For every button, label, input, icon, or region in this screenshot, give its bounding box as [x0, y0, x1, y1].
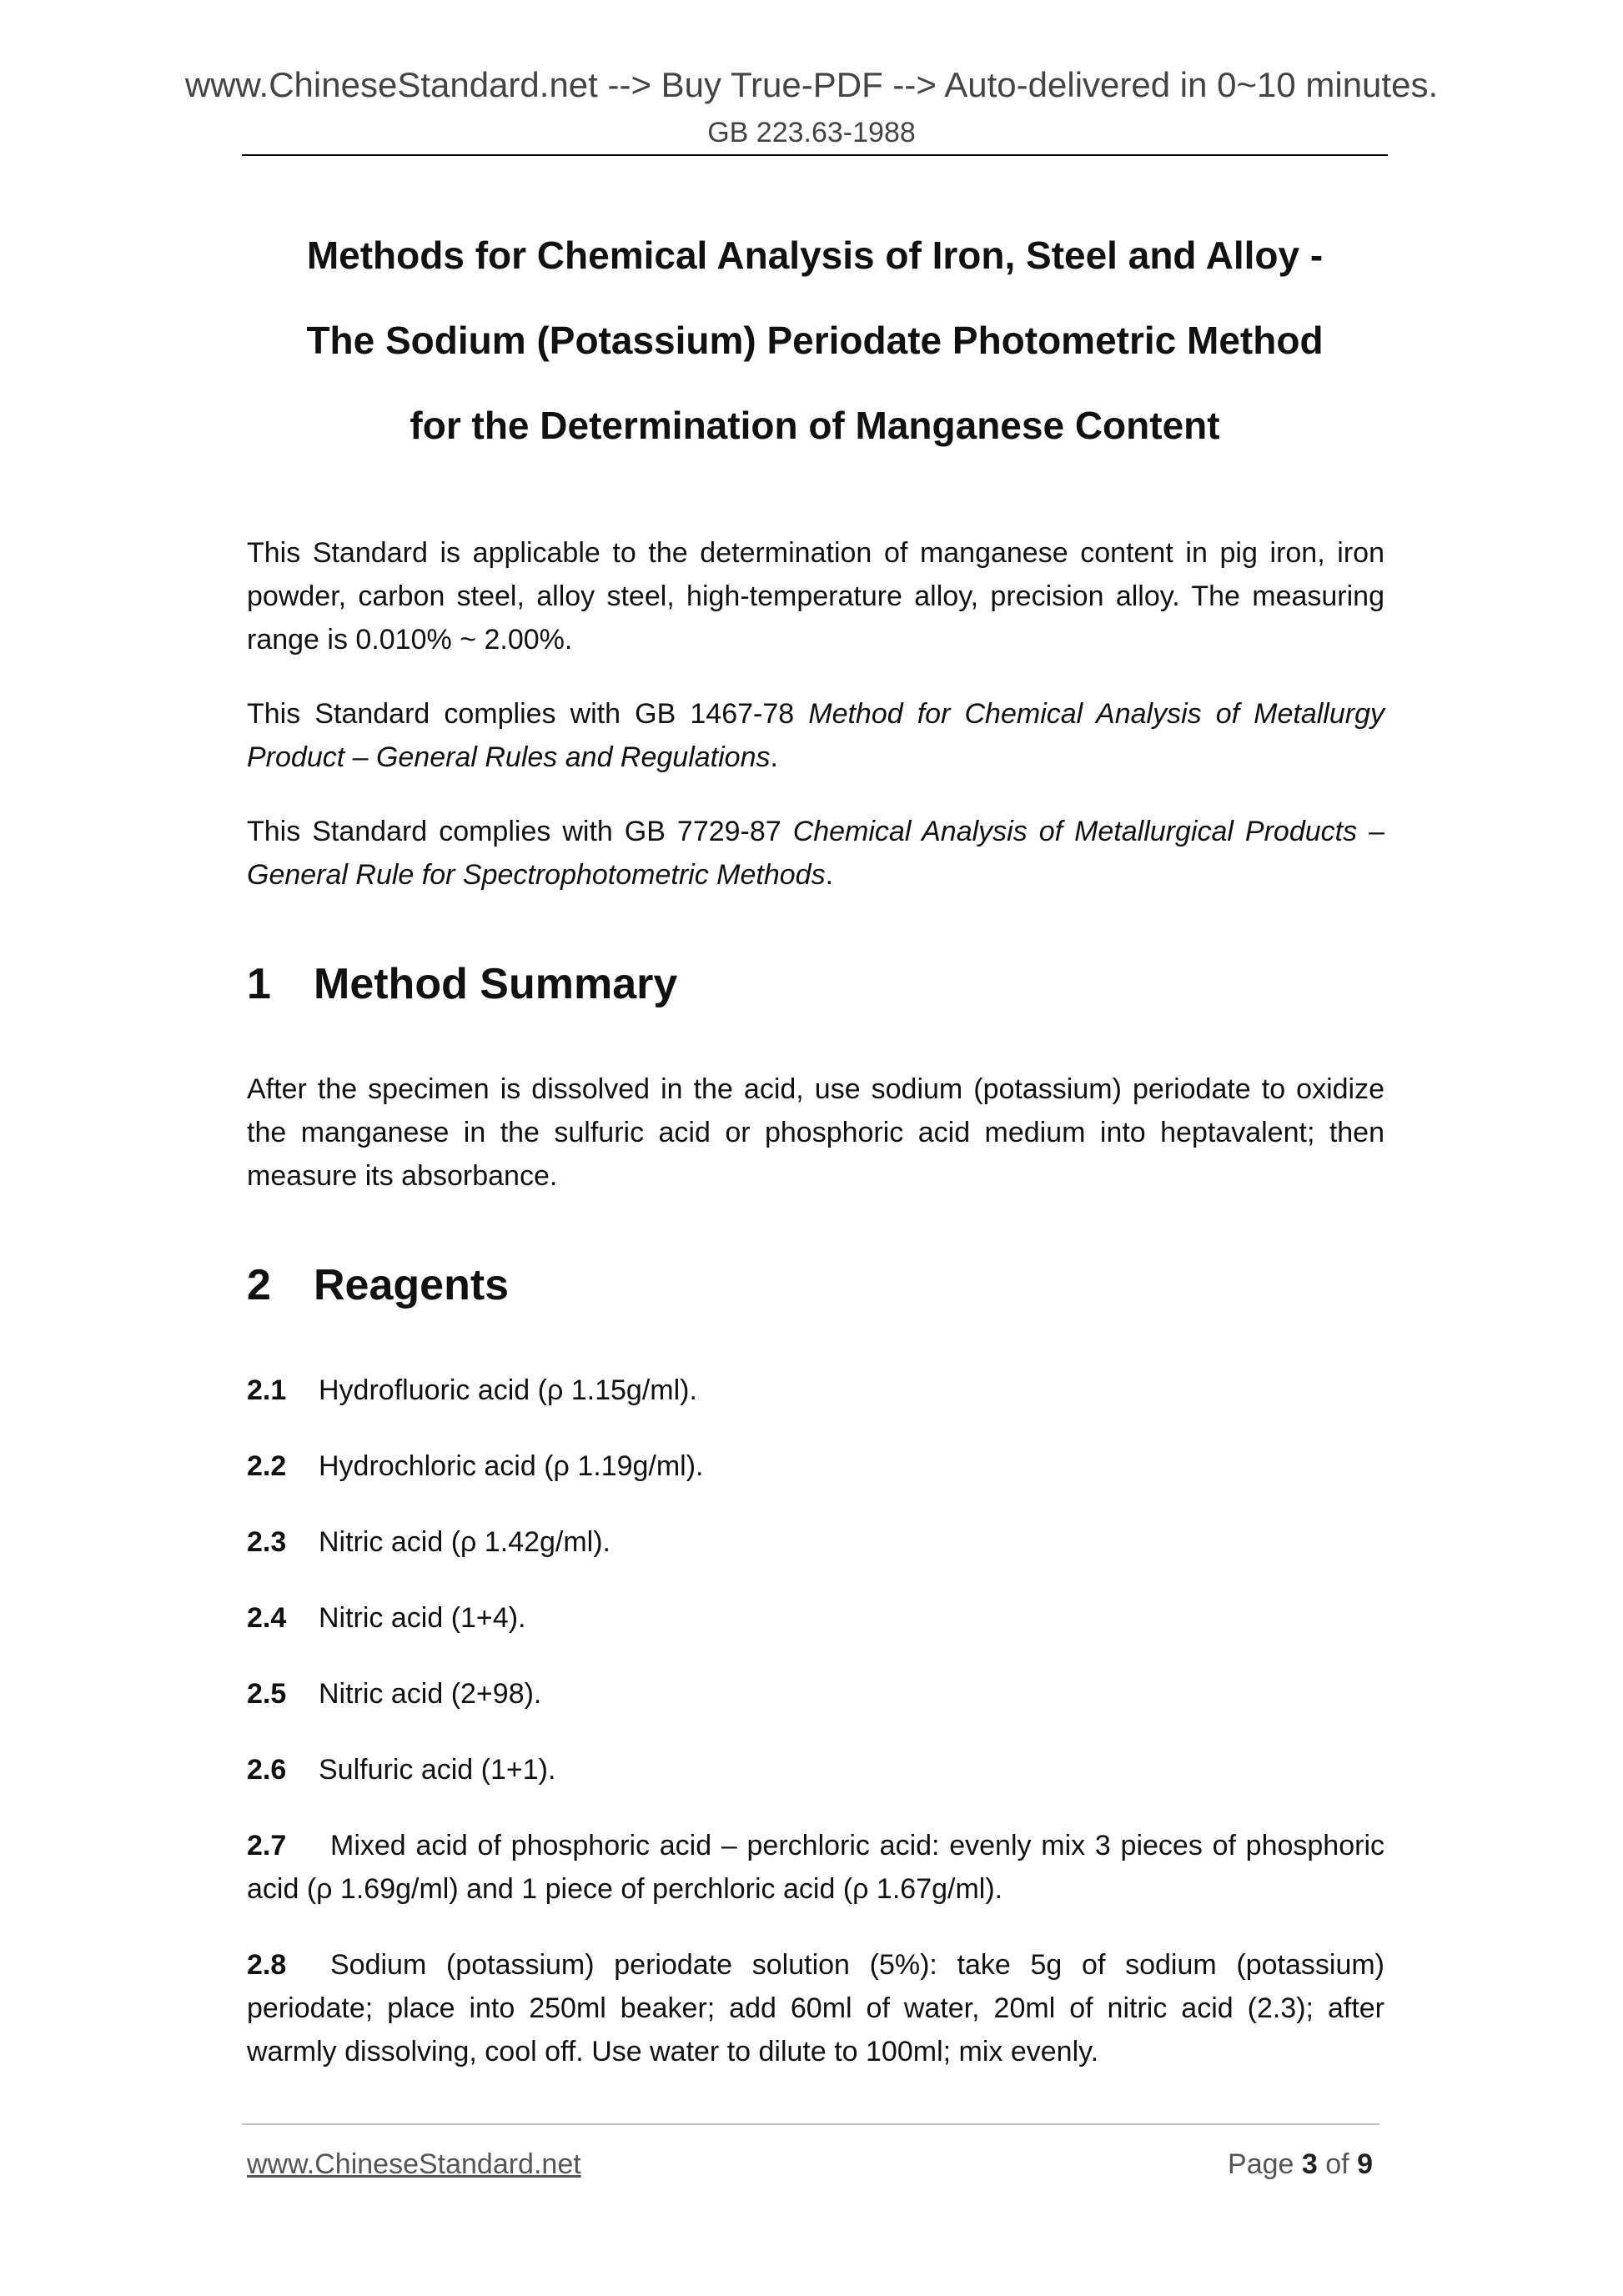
page-total: 9 — [1357, 2148, 1373, 2180]
title-line-2: The Sodium (Potassium) Periodate Photometric Method — [306, 319, 1324, 362]
reagent-text: Sulfuric acid (1+1). — [319, 1754, 556, 1786]
reagent-number: 2.1 — [247, 1374, 287, 1406]
reagent-text: Nitric acid (ρ 1.42g/ml). — [319, 1526, 611, 1558]
reagent-number: 2.4 — [247, 1602, 287, 1634]
compliance-1-reference: Method for Chemical Analysis of Metallurgy Product – General Rules and Regulations — [247, 698, 1384, 773]
section-1-title: Method Summary — [314, 960, 678, 1008]
page-current: 3 — [1301, 2148, 1318, 2180]
reagent-number: 2.2 — [247, 1450, 287, 1482]
reagent-item — [247, 1943, 1384, 2073]
section-2-heading — [247, 1259, 1384, 1312]
compliance-2-suffix: . — [825, 859, 834, 891]
compliance-2-reference: Chemical Analysis of Metallurgical Products – General Rule for Spectrophotometric Methods — [247, 816, 1384, 891]
footer-website-link[interactable]: www.ChineseStandard.net — [247, 2148, 581, 2180]
method-summary-paragraph: After the specimen is dissolved in the acid, use sodium (potassium) periodate to oxidize the manganese in the sulfuric acid or phosphoric acid medium into heptavalent; then measure its absorbance. — [247, 1073, 1384, 1192]
section-1-heading — [247, 957, 1384, 1011]
reagent-text: Nitric acid (1+4). — [319, 1602, 526, 1634]
reagent-number: 2.5 — [247, 1678, 287, 1710]
reagent-item — [247, 1444, 1384, 1488]
reagent-item — [247, 1596, 1384, 1640]
footer-divider — [242, 2123, 1379, 2125]
document-body — [247, 531, 1384, 2106]
header-divider — [242, 154, 1388, 156]
compliance-1-suffix: . — [770, 741, 778, 773]
reagent-number: 2.7 — [247, 1830, 287, 1861]
title-line-1: Methods for Chemical Analysis of Iron, Steel and Alloy - — [306, 234, 1324, 277]
reagent-item — [247, 1520, 1384, 1564]
reagent-item — [247, 1748, 1384, 1791]
intro-compliance-paragraph-2 — [247, 810, 1384, 897]
compliance-1-prefix: This Standard complies with GB 1467-78 — [247, 698, 809, 730]
section-2-title: Reagents — [314, 1261, 510, 1309]
document-title — [242, 213, 1388, 468]
reagent-item — [247, 1672, 1384, 1716]
intro-scope-paragraph: This Standard is applicable to the determination of manganese content in pig iron, iron powder, carbon steel, alloy steel, high-temperature alloy, precision alloy. The measuring range is 0.010% ~ 2.00%. — [247, 537, 1384, 656]
title-line-3: for the Determination of Manganese Content — [410, 404, 1220, 447]
reagent-text: Hydrofluoric acid (ρ 1.15g/ml). — [319, 1374, 697, 1406]
reagent-text: Nitric acid (2+98). — [319, 1678, 542, 1710]
header-banner: www.ChineseStandard.net --> Buy True-PDF --> Auto-delivered in 0~10 minutes. — [184, 65, 1439, 104]
reagent-item — [247, 1824, 1384, 1911]
intro-compliance-paragraph-1 — [247, 692, 1384, 779]
reagent-number: 2.3 — [247, 1526, 287, 1558]
compliance-2-prefix: This Standard complies with GB 7729-87 — [247, 816, 793, 847]
reagent-text: Hydrochloric acid (ρ 1.19g/ml). — [319, 1450, 704, 1482]
page-mid: of — [1317, 2148, 1358, 2180]
standard-code: GB 223.63-1988 — [707, 117, 916, 148]
section-1-number: 1 — [247, 960, 271, 1008]
reagent-item — [247, 1369, 1384, 1412]
page-indicator — [1228, 2148, 1373, 2181]
page-prefix: Page — [1228, 2148, 1302, 2180]
section-2-number: 2 — [247, 1261, 271, 1309]
reagent-number: 2.6 — [247, 1754, 287, 1786]
reagent-text: Mixed acid of phosphoric acid – perchloric acid: evenly mix 3 pieces of phosphoric acid (ρ 1.69g/ml) and 1 piece of perchloric acid (ρ 1.67g/ml). — [247, 1830, 1384, 1905]
reagent-text: Sodium (potassium) periodate solution (5%): take 5g of sodium (potassium) periodate; place into 250ml beaker; add 60ml of water, 20ml of nitric acid (2.3); after warmly dissolving, cool off. Use water to dilute to 100ml; mix evenly. — [247, 1949, 1384, 2067]
reagent-number: 2.8 — [247, 1949, 287, 1981]
